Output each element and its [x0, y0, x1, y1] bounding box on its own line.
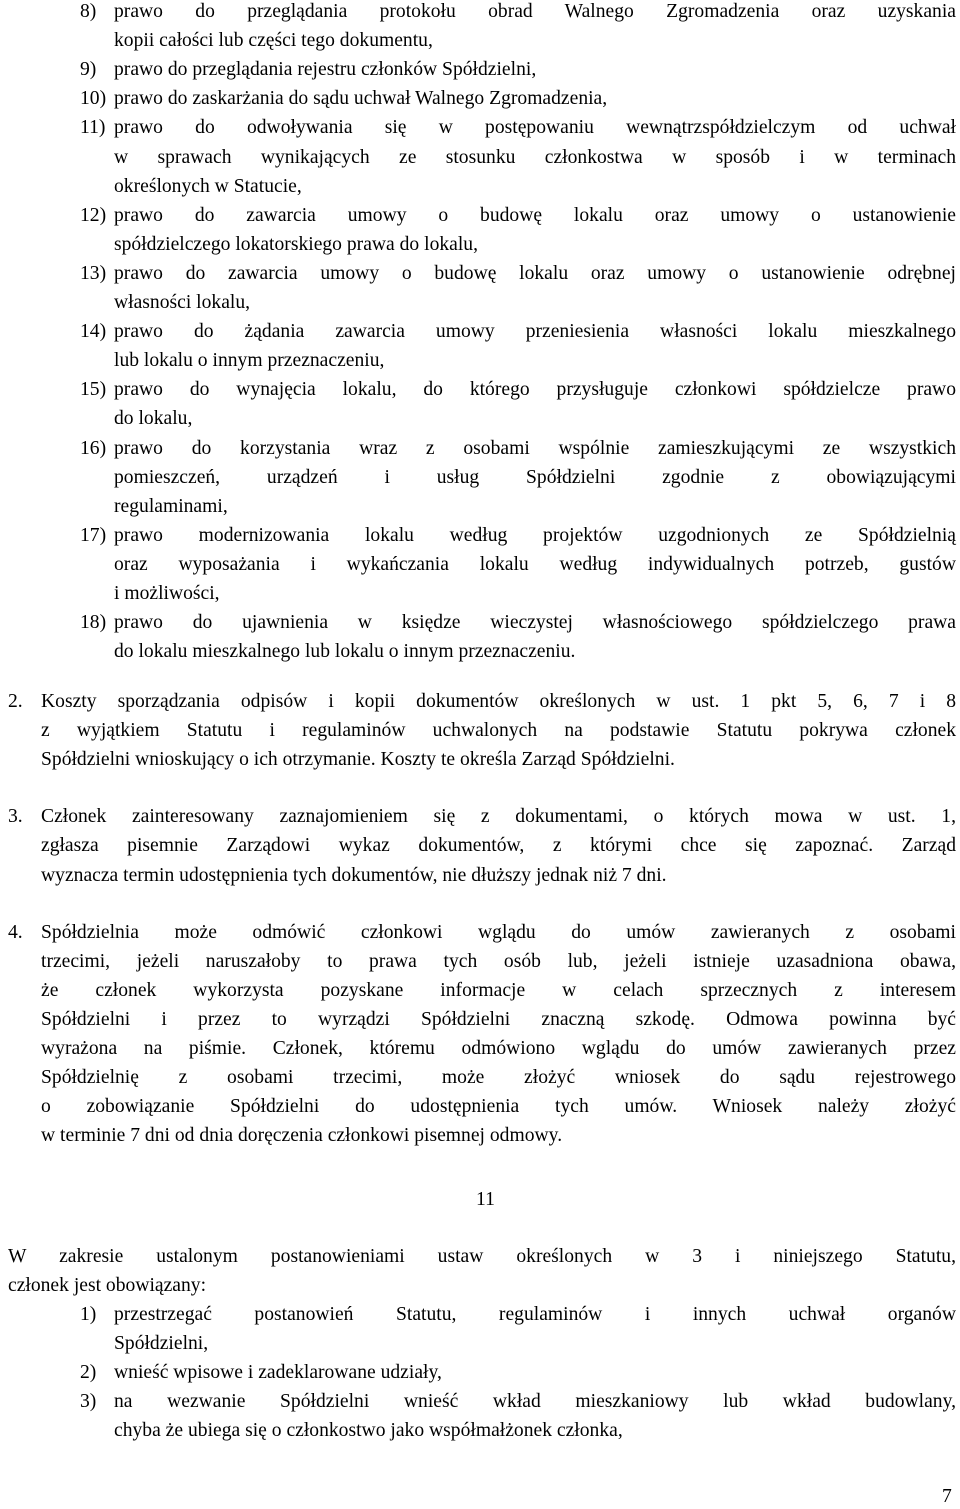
list-item-text: spółdzielczego lokatorskiego prawa do lokalu, — [114, 233, 479, 255]
list-item-number: 18) — [80, 612, 107, 634]
obligation-text: na wezwanie Spółdzielni wnieść wkład mieszkaniowy lub wkład budowlany, — [114, 1391, 956, 1413]
list-item-number: 10) — [80, 88, 107, 110]
list-item-text: prawo do żądania zawarcia umowy przeniesienia własności lokalu mieszkalnego — [114, 321, 956, 343]
list-item-number: 16) — [80, 437, 107, 459]
paragraph-text: wyrażona na piśmie. Członek, któremu odmówiono wglądu do umów zawieranych przez — [41, 1038, 956, 1059]
list-item-text: własności lokalu, — [114, 292, 251, 313]
paragraph-text: Spółdzielnię z osobami trzecimi, może złożyć wniosek do sądu rejestrowego — [41, 1067, 956, 1089]
paragraph-text: o zobowiązanie Spółdzielni do udostępnienia tych umów. Wniosek należy złożyć — [41, 1096, 956, 1118]
list-item-text: do lokalu mieszkalnego lub lokalu o innym przeznaczeniu. — [114, 641, 576, 663]
list-item-text: w sprawach wynikających ze stosunku członkostwa w sposób i w terminach — [114, 146, 956, 168]
list-item-number: 17) — [80, 524, 107, 546]
obligation-text: chyba że ubiega się o członkostwo jako współmałżonek członka, — [114, 1420, 623, 1442]
list-item-text: lub lokalu o innym przeznaczeniu, — [114, 350, 385, 372]
paragraph-number: 4. — [8, 921, 23, 943]
paragraph-text: Spółdzielni wnioskujący o ich otrzymanie. Koszty te określa Zarząd Spółdzielni. — [41, 749, 675, 771]
list-item-number: 13) — [80, 262, 107, 284]
list-item-text: prawo modernizowania lokalu według projektów uzgodnionych ze Spółdzielnią — [114, 524, 956, 546]
list-item-text: regulaminami, — [114, 495, 228, 517]
page-number: 7 — [942, 1486, 952, 1507]
list-item-number: 8) — [80, 1, 97, 22]
paragraph-number: 3. — [8, 806, 23, 828]
list-item-text: prawo do zaskarżania do sądu uchwał Walnego Zgromadzenia, — [114, 88, 608, 110]
paragraph-text: Spółdzielnia może odmówić członkowi wglądu do umów zawieranych z osobami — [41, 921, 956, 943]
list-item-text: prawo do odwoływania się w postępowaniu wewnątrzspółdzielczym od uchwał — [114, 117, 956, 139]
list-item-text: kopii całości lub części tego dokumentu, — [114, 30, 433, 52]
paragraph-text: Koszty sporządzania odpisów i kopii dokumentów określonych w ust. 1 pkt 5, 6, 7 i 8 — [41, 691, 956, 712]
intro-text: W zakresie ustalonym postanowieniami ustaw określonych w 3 i niniejszego Statutu, — [8, 1246, 956, 1267]
list-item-text: i możliwości, — [114, 583, 220, 604]
list-item-text: określonych w Statucie, — [114, 175, 302, 197]
list-item-text: do lokalu, — [114, 408, 193, 430]
list-item-text: pomieszczeń, urządzeń i usług Spółdzielni zgodnie z obowiązującymi — [114, 466, 956, 488]
intro-text: członek jest obowiązany: — [8, 1275, 207, 1297]
list-item-text: prawo do zawarcia umowy o budowę lokalu oraz umowy o ustanowienie odrębnej — [114, 262, 956, 284]
paragraph-text: że członek wykorzysta pozyskane informacje w celach sprzecznych z interesem — [41, 979, 956, 1001]
obligation-text: wnieść wpisowe i zadeklarowane udziały, — [114, 1362, 442, 1384]
section-heading — [476, 1188, 495, 1212]
paragraph-text: trzecimi, jeżeli naruszałoby to prawa tych osób lub, jeżeli istnieje uzasadniona obawa, — [41, 950, 956, 972]
paragraph-text: Członek zainteresowany zaznajomieniem się z dokumentami, o których mowa w ust. 1, — [41, 806, 956, 828]
list-item-text: oraz wyposażania i wykańczania lokalu według indywidualnych potrzeb, gustów — [114, 553, 956, 575]
paragraph-text: z wyjątkiem Statutu i regulaminów uchwalonych na podstawie Statutu pokrywa członek — [41, 720, 956, 742]
list-item-number: 12) — [80, 204, 107, 226]
list-item-text: prawo do korzystania wraz z osobami wspólnie zamieszkującymi ze wszystkich — [114, 437, 956, 459]
paragraph-text: wyznacza termin udostępnienia tych dokumentów, nie dłuższy jednak niż 7 dni. — [41, 864, 667, 886]
list-item-text: prawo do ujawnienia w księdze wieczystej własnościowego spółdzielczego prawa — [114, 612, 956, 634]
section-number: 11 — [476, 1189, 495, 1210]
obligation-number: 2) — [80, 1362, 97, 1384]
list-item-text: prawo do wynajęcia lokalu, do którego przysługuje członkowi spółdzielcze prawo — [114, 379, 956, 401]
paragraph-number: 2. — [8, 691, 23, 712]
obligation-number: 1) — [80, 1304, 97, 1325]
list-item-number: 9) — [80, 59, 97, 81]
obligation-text: przestrzegać postanowień Statutu, regulaminów i innych uchwał organów — [114, 1304, 956, 1325]
list-item-text: prawo do zawarcia umowy o budowę lokalu oraz umowy o ustanowienie — [114, 204, 956, 226]
obligation-text: Spółdzielni, — [114, 1333, 209, 1355]
list-item-text: prawo do przeglądania rejestru członków Spółdzielni, — [114, 59, 537, 81]
paragraph-text: Spółdzielni i przez to wyrządzi Spółdzielni znaczną szkodę. Odmowa powinna być — [41, 1008, 956, 1030]
list-item-number: 11) — [80, 117, 106, 139]
paragraph-text: w terminie 7 dni od dnia doręczenia członkowi pisemnej odmowy. — [41, 1125, 563, 1147]
obligation-number: 3) — [80, 1391, 97, 1413]
list-item-text: prawo do przeglądania protokołu obrad Walnego Zgromadzenia oraz uzyskania — [114, 1, 956, 22]
list-item-number: 14) — [80, 321, 107, 343]
list-item-number: 15) — [80, 379, 107, 401]
paragraph-text: zgłasza pisemnie Zarządowi wykaz dokumentów, z którymi chce się zapoznać. Zarząd — [41, 835, 956, 857]
